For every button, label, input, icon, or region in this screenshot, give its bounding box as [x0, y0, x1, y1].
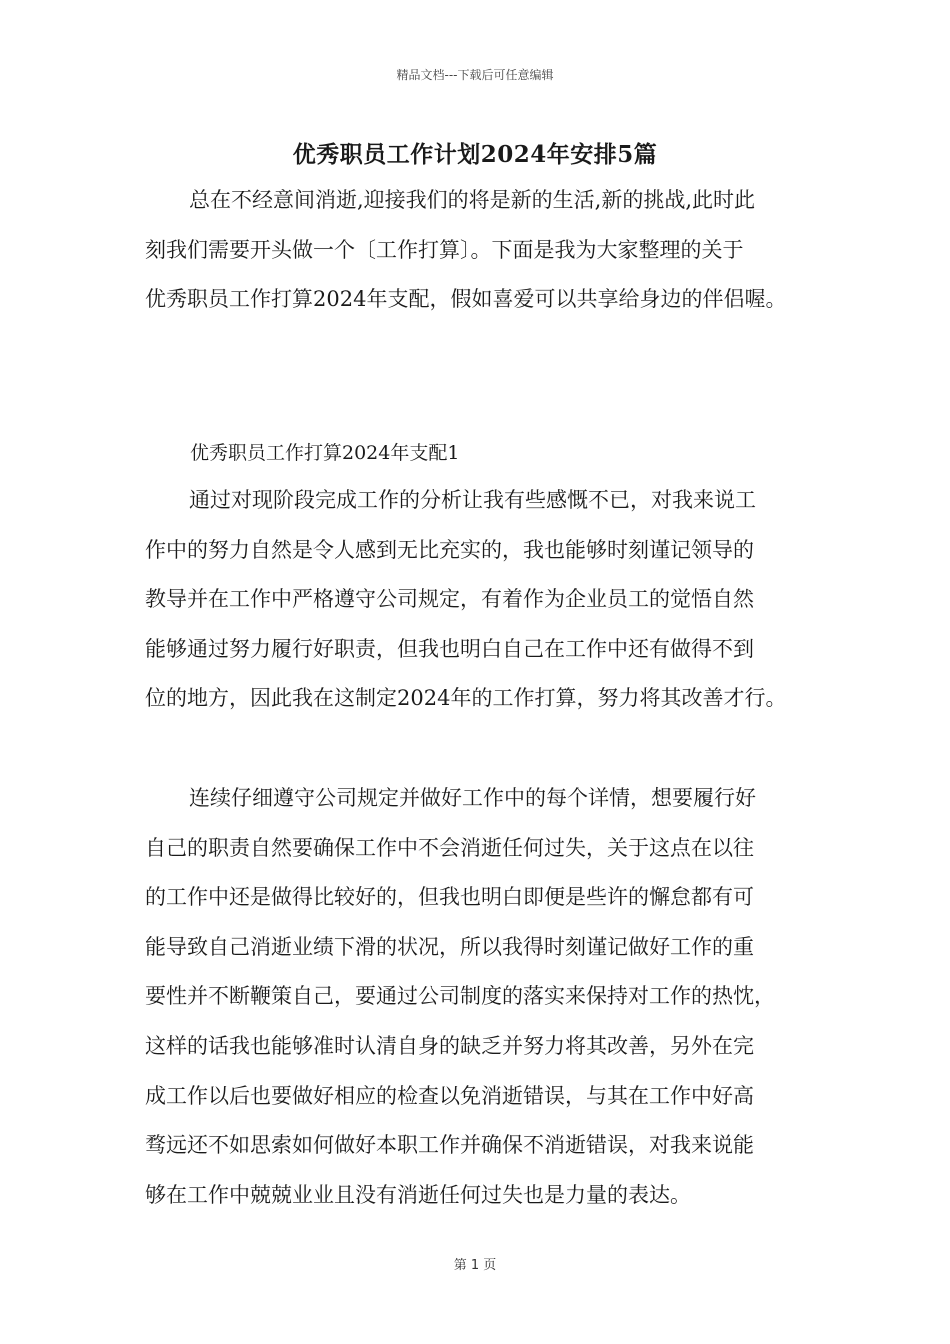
section-heading: 优秀职员工作打算2024年支配1 — [190, 442, 460, 464]
paragraph-line: 的工作中还是做得比较好的，但我也明白即便是些许的懈怠都有可 — [145, 885, 754, 910]
paragraph-line: 能够通过努力履行好职责，但我也明白自己在工作中还有做得不到 — [145, 636, 754, 661]
intro-line: 刻我们需要开头做一个〔工作打算〕。下面是我为大家整理的关于 — [145, 237, 744, 262]
paragraph-line: 位的地方，因此我在这制定2024年的工作打算，努力将其改善才行。 — [145, 686, 787, 711]
document-title: 优秀职员工作计划2024年安排5篇 — [292, 141, 658, 168]
paragraph-1 — [145, 476, 807, 724]
intro-paragraph — [145, 176, 807, 325]
intro-line: 优秀职员工作打算2024年支配，假如喜爱可以共享给身边的伴侣喔。 — [145, 287, 787, 312]
intro-line: 总在不经意间消逝,迎接我们的将是新的生活,新的挑战,此时此 — [189, 188, 756, 212]
paragraph-line: 作中的努力自然是令人感到无比充实的，我也能够时刻谨记领导的 — [145, 537, 754, 562]
paragraph-line: 骛远还不如思索如何做好本职工作并确保不消逝错误，对我来说能 — [145, 1133, 754, 1158]
paragraph-line: 这样的话我也能够准时认清自身的缺乏并努力将其改善，另外在完 — [145, 1033, 754, 1058]
paragraph-line: 成工作以后也要做好相应的检查以免消逝错误，与其在工作中好高 — [145, 1083, 754, 1108]
paragraph-line: 能导致自己消逝业绩下滑的状况，所以我得时刻谨记做好工作的重 — [145, 934, 754, 959]
paragraph-line: 自己的职责自然要确保工作中不会消逝任何过失，关于这点在以往 — [145, 835, 754, 860]
paragraph-line: 教导并在工作中严格遵守公司规定，有着作为企业员工的觉悟自然 — [145, 587, 754, 612]
page-header: 精品文档---下载后可任意编辑 — [396, 68, 554, 82]
paragraph-line: 通过对现阶段完成工作的分析让我有些感慨不已，对我来说工 — [189, 488, 756, 512]
paragraph-line: 要性并不断鞭策自己，要通过公司制度的落实来保持对工作的热忱， — [145, 984, 775, 1009]
paragraph-line: 连续仔细遵守公司规定并做好工作中的每个详情，想要履行好 — [189, 786, 756, 810]
paragraph-line: 够在工作中兢兢业业且没有消逝任何过失也是力量的表达。 — [145, 1182, 691, 1207]
page-number: 第 1 页 — [453, 1258, 497, 1273]
paragraph-2 — [145, 774, 807, 1220]
